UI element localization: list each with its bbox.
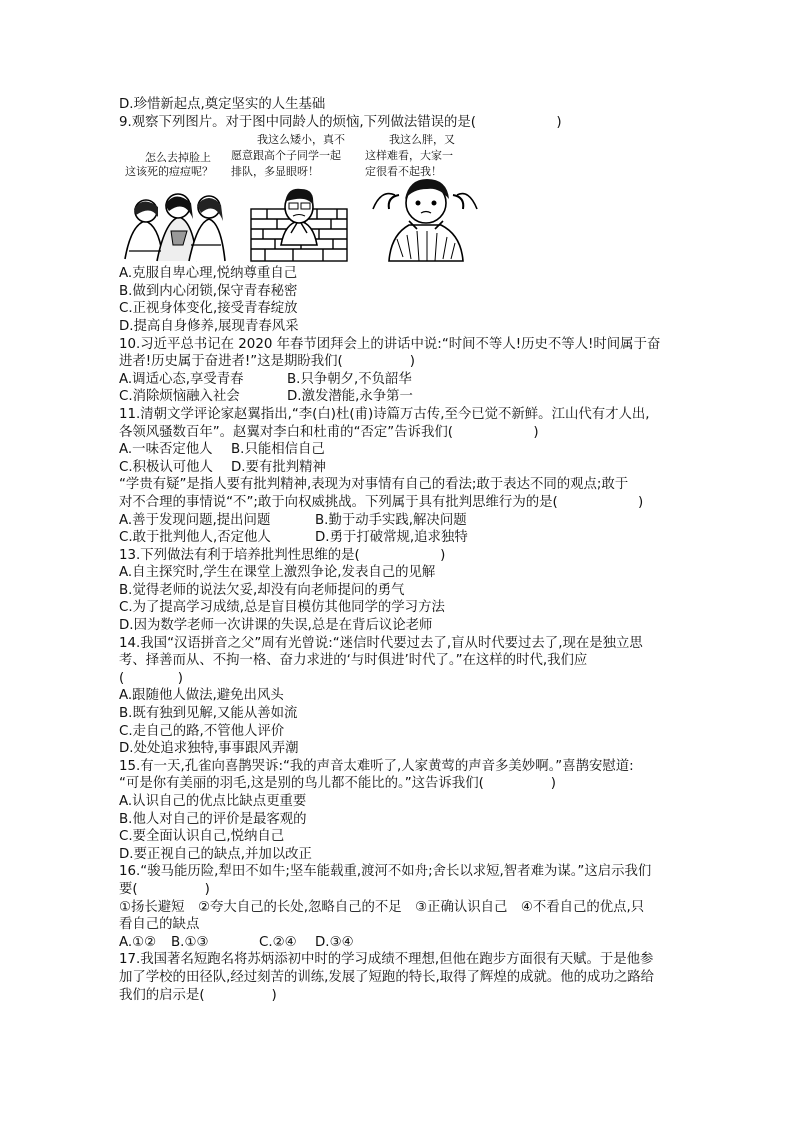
q11-option-d: D.要有批判精神 <box>231 459 326 475</box>
q14-stem-2: 考、择善而从、不拘一格、奋力求进的‘与时俱进’时代了。”在这样的时代,我们应 <box>119 653 588 669</box>
q16-stem-2: 要( ) <box>119 881 210 897</box>
q10-options-row-1 <box>119 371 679 389</box>
q13-option-a: A.自主探究时,学生在课堂上激烈争论,发表自己的见解 <box>119 565 436 581</box>
q9-figure <box>119 131 679 265</box>
q13-option-d: D.因为数学老师一次讲课的失误,总是在背后议论老师 <box>119 618 433 634</box>
q12-options-row-1 <box>119 512 679 530</box>
q11-stem-2: 各领风骚数百年”。赵翼对李白和杜甫的“否定”告诉我们( ) <box>119 424 539 440</box>
q17-stem-2: 加了学校的田径队,经过刻苦的训练,发展了短跑的特长,取得了辉煌的成就。他的成功之路给 <box>119 969 655 985</box>
q9-option-a: A.克服自卑心理,悦纳尊重自己 <box>119 266 298 282</box>
q10-option-a: A.调适心态,享受青春 <box>119 371 244 387</box>
q14-stem-3: ( ) <box>119 670 184 686</box>
caption-3c: 定很看不起我！ <box>365 165 442 179</box>
q9-stem: 9.观察下列图片。对于图中同龄人的烦恼,下列做法错误的是( ) <box>119 114 562 130</box>
q11-options-row-1 <box>119 441 679 459</box>
q12-intro-1: “学贵有疑”是指人要有批判精神,表现为对事情有自己的看法;敢于表达不同的观点;敢于 <box>119 477 629 493</box>
q16-option-a: A.①② <box>119 934 157 950</box>
q11-option-a: A.一味否定他人 <box>119 442 213 458</box>
caption-1b: 这该死的痘痘呢？ <box>125 165 213 179</box>
q9-option-b: B.做到内心闭锁,保守青春秘密 <box>119 283 298 299</box>
q13-option-b: B.觉得老师的说法欠妥,却没有向老师提问的勇气 <box>119 582 405 598</box>
caption-2a: 我这么矮小，真不 <box>257 133 345 147</box>
q15-option-d: D.要正视自己的缺点,并加以改正 <box>119 846 312 862</box>
q14-option-d: D.处处追求独特,事事跟风弄潮 <box>119 741 299 757</box>
q16-option-c: C.②④ <box>259 934 297 950</box>
caption-3a: 我这么胖，又 <box>389 133 455 147</box>
q15-stem-2: “可是你有美丽的羽毛,这是别的鸟儿都不能比的。”这告诉我们( ) <box>119 776 556 792</box>
girls-group-illustration <box>121 185 229 263</box>
q12-options-row-2 <box>119 529 679 547</box>
q10-stem-2: 进者!历史属于奋进者!”这是期盼我们( ) <box>119 354 415 370</box>
q11-options-row-2 <box>119 459 679 477</box>
q11-option-c: C.积极认可他人 <box>119 459 213 475</box>
q16-option-d: D.③④ <box>315 934 354 950</box>
q16-items-1: ①扬长避短 ②夸大自己的长处,忽略自己的不足 ③正确认识自己 ④不看自己的优点,只 <box>119 899 645 915</box>
q10-stem-1: 10.习近平总书记在 2020 年春节团拜会上的讲话中说:“时间不等人!历史不等人!时间属于奋 <box>119 336 661 352</box>
q16-stem-1: 16.“骏马能历险,犁田不如牛;坚车能载重,渡河不如舟;舍长以求短,智者难为谋。”这启示我们 <box>119 864 652 880</box>
q15-option-c: C.要全面认识自己,悦纳自己 <box>119 829 285 845</box>
chubby-girl-illustration <box>369 169 481 265</box>
q10-option-d: D.激发潜能,永争第一 <box>287 389 413 405</box>
q13-option-c: C.为了提高学习成绩,总是盲目模仿其他同学的学习方法 <box>119 600 445 616</box>
caption-2b: 愿意跟高个子同学一起 <box>231 149 341 163</box>
q17-stem-1: 17.我国著名短跑名将苏炳添初中时的学习成绩不理想,但他在跑步方面很有天赋。于是他参 <box>119 952 654 968</box>
q14-stem-1: 14.我国“汉语拼音之父”周有光曾说:“迷信时代要过去了,盲从时代要过去了,现在是独立思 <box>119 635 643 651</box>
caption-3b: 这样难看，大家一 <box>365 149 453 163</box>
q11-stem-1: 11.清朝文学评论家赵翼指出,“李(白)杜(甫)诗篇万古传,至今已觉不新鲜。江山代有才人出, <box>119 406 650 422</box>
q12-option-c: C.敢于批判他人,否定他人 <box>119 530 271 546</box>
q9-option-d: D.提高自身修养,展现青春风采 <box>119 318 299 334</box>
q16-options-row <box>119 934 679 952</box>
q10-option-c: C.消除烦恼融入社会 <box>119 389 240 405</box>
q13-stem: 13.下列做法有利于培养批判性思维的是( ) <box>119 547 446 563</box>
q15-option-a: A.认识自己的优点比缺点更重要 <box>119 794 307 809</box>
q12-option-b: B.勤于动手实践,解决问题 <box>315 512 467 528</box>
q14-option-c: C.走自己的路,不管他人评价 <box>119 723 285 739</box>
boy-wall-illustration <box>247 183 351 263</box>
q16-option-b: B.①③ <box>171 934 209 950</box>
q15-stem-1: 15.有一天,孔雀向喜鹊哭诉:“我的声音太难听了,人家黄莺的声音多美妙啊。”喜鹊安慰道: <box>119 758 634 774</box>
q14-option-a: A.跟随他人做法,避免出风头 <box>119 688 284 704</box>
exam-page <box>119 96 679 1004</box>
q11-option-b: B.只能相信自己 <box>231 442 325 458</box>
q15-option-b: B.他人对自己的评价是最客观的 <box>119 811 307 827</box>
q17-stem-3: 我们的启示是( ) <box>119 987 277 1003</box>
caption-2c: 排队，多显眼呀！ <box>231 165 319 179</box>
q12-option-a: A.善于发现问题,提出问题 <box>119 512 271 528</box>
caption-1a: 怎么去掉脸上 <box>145 151 211 165</box>
q8-option-d: D.珍惜新起点,奠定坚实的人生基础 <box>119 97 326 112</box>
q10-option-b: B.只争朝夕,不负韶华 <box>287 371 412 387</box>
q12-intro-2: 对不合理的事情说“不”;敢于向权威挑战。下列属于具有批判思维行为的是( ) <box>119 494 644 510</box>
q10-options-row-2 <box>119 388 679 406</box>
q16-items-2: 看自己的缺点 <box>119 917 200 933</box>
q12-option-d: D.勇于打破常规,追求独特 <box>315 530 468 546</box>
q9-option-c: C.正视身体变化,接受青春绽放 <box>119 301 298 317</box>
q14-option-b: B.既有独到见解,又能从善如流 <box>119 706 298 722</box>
